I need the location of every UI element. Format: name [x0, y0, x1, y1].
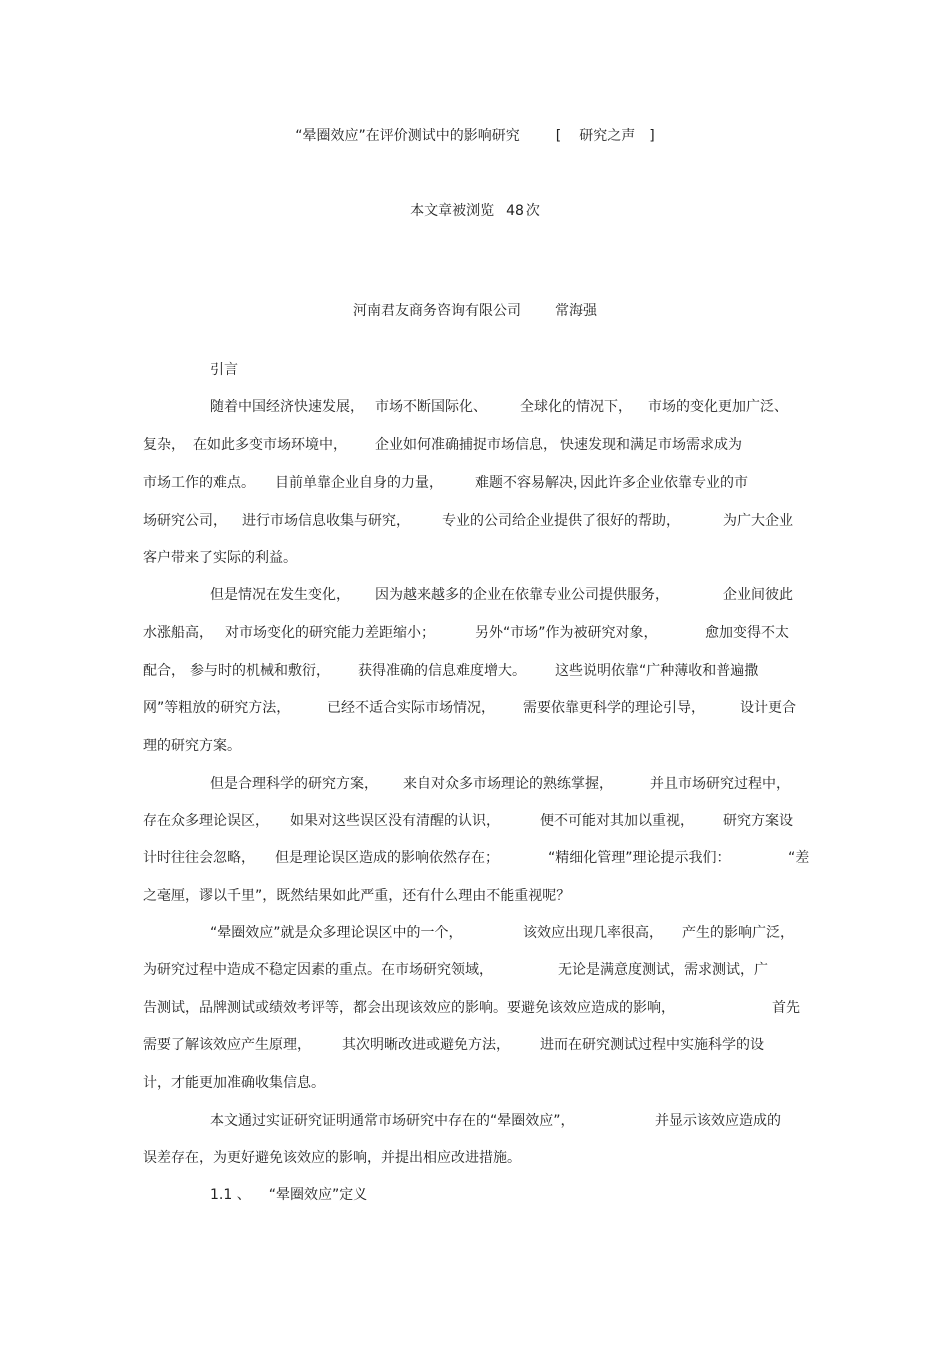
title-tag: 研究之声 [579, 128, 636, 144]
body-text-segment: 目前单靠企业自身的力量， [275, 475, 443, 491]
body-text-segment: 并显示该效应造成的 [655, 1113, 781, 1129]
body-text-segment: 无论是满意度测试，需求测试，广 [558, 962, 768, 978]
body-text-segment: 随着中国经济快速发展， [210, 399, 364, 415]
author-name: 常海强 [555, 303, 597, 319]
body-text-segment: 进而在研究测试过程中实施科学的设 [540, 1037, 764, 1053]
views-prefix: 本文章被浏览 [410, 203, 495, 219]
body-text-segment: 并且市场研究过程中， [650, 776, 790, 792]
body-text-segment: 因此许多企业依靠专业的市 [580, 475, 748, 491]
body-text-segment: 对市场变化的研究能力差距缩小； [225, 625, 435, 641]
section-number: 1.1 、 [210, 1187, 251, 1203]
body-text-segment: 市场的变化更加广泛、 [648, 399, 788, 415]
title-line [0, 125, 950, 145]
body-text-segment: 愈加变得不太 [705, 625, 789, 641]
body-text-segment: 已经不适合实际市场情况， [327, 700, 495, 716]
section-heading [210, 1184, 950, 1204]
body-text-segment: “精细化管理”理论提示我们： [548, 850, 731, 866]
body-text-segment: 如果对这些误区没有清醒的认识， [290, 813, 500, 829]
body-text-segment: 其次明晰改进或避免方法， [342, 1037, 510, 1053]
body-text-segment: 误差存在，为更好避免该效应的影响，并提出相应改进措施。 [143, 1150, 521, 1166]
body-text-segment: 为研究过程中造成不稳定因素的重点。在市场研究领域， [143, 962, 493, 978]
body-text-segment: 另外“市场”作为被研究对象， [475, 625, 658, 641]
body-text-segment: 客户带来了实际的利益。 [143, 550, 297, 566]
body-text-segment: 便不可能对其加以重视， [540, 813, 694, 829]
body-text-segment: 该效应出现几率很高， [523, 925, 663, 941]
body-text-segment: 这些说明依靠“广种薄收和普遍撒 [555, 663, 759, 679]
body-text-segment: 设计更合 [740, 700, 796, 716]
body-text-segment: 复杂， [143, 437, 185, 453]
body-text-segment: 但是理论误区造成的影响依然存在； [275, 850, 499, 866]
body-text-segment: 参与时的机械和敷衍， [190, 663, 330, 679]
body-text-segment: 水涨船高， [143, 625, 213, 641]
body-text-segment: 需要依靠更科学的理论引导， [523, 700, 705, 716]
body-text-segment: 告测试，品牌测试或绩效考评等，都会出现该效应的影响。要避免该效应造成的影响， [143, 1000, 675, 1016]
body-text-segment: 在如此多变市场环境中， [193, 437, 347, 453]
body-text-segment: 获得准确的信息难度增大。 [358, 663, 526, 679]
body-text-segment: 首先 [772, 1000, 800, 1016]
body-text-segment: 需要了解该效应产生原理， [143, 1037, 311, 1053]
body-text-segment: 配合， [143, 663, 185, 679]
body-text-segment: 市场不断国际化、 [375, 399, 487, 415]
body-text-segment: 计，才能更加准确收集信息。 [143, 1075, 325, 1091]
body-text-segment: 因为越来越多的企业在依靠专业公司提供服务， [375, 587, 669, 603]
body-text-segment: “差 [788, 850, 810, 866]
body-text-segment: 本文通过实证研究证明通常市场研究中存在的“晕圈效应”， [210, 1113, 575, 1129]
body-text-segment: 但是情况在发生变化， [210, 587, 350, 603]
company-name: 河南君友商务咨询有限公司 [353, 303, 521, 319]
document-title: “晕圈效应”在评价测试中的影响研究 [295, 128, 520, 144]
body-text-segment: 市场工作的难点。 [143, 475, 255, 491]
body-text-segment: 计时往往会忽略， [143, 850, 255, 866]
body-text-segment: “晕圈效应”就是众多理论误区中的一个， [210, 925, 463, 941]
body-text-segment: 产生的影响广泛， [682, 925, 794, 941]
byline [0, 300, 950, 320]
body-text-segment: 企业间彼此 [723, 587, 793, 603]
body-text-segment: 专业的公司给企业提供了很好的帮助， [442, 513, 680, 529]
body-text-segment: 之毫厘，谬以千里”，既然结果如此严重，还有什么理由不能重视呢？ [143, 888, 571, 904]
body-text-segment: 网”等粗放的研究方法， [143, 700, 291, 716]
section-title: “晕圈效应”定义 [268, 1187, 368, 1203]
title-tag-close: ] [649, 128, 655, 144]
body-text-segment: 企业如何准确捕捉市场信息， [375, 437, 557, 453]
body-text-segment: 进行市场信息收集与研究， [242, 513, 410, 529]
body-text-segment: 研究方案设 [723, 813, 793, 829]
body-text-segment: 全球化的情况下， [520, 399, 632, 415]
body-text-segment: 来自对众多市场理论的熟练掌握， [403, 776, 613, 792]
views-count: 48 [506, 203, 524, 219]
views-suffix: 次 [525, 203, 540, 219]
intro-heading: 引言 [210, 362, 238, 378]
body-text-segment: 理的研究方案。 [143, 738, 241, 754]
body-text-segment: 场研究公司， [143, 513, 227, 529]
body-text-segment: 难题不容易解决， [475, 475, 587, 491]
view-count-line [0, 200, 950, 220]
body-text-segment: 快速发现和满足市场需求成为 [560, 437, 742, 453]
body-text-segment: 存在众多理论误区， [143, 813, 269, 829]
title-tag-open: [ [555, 128, 562, 144]
body-text-segment: 但是合理科学的研究方案， [210, 776, 378, 792]
body-text-segment: 为广大企业 [723, 513, 793, 529]
